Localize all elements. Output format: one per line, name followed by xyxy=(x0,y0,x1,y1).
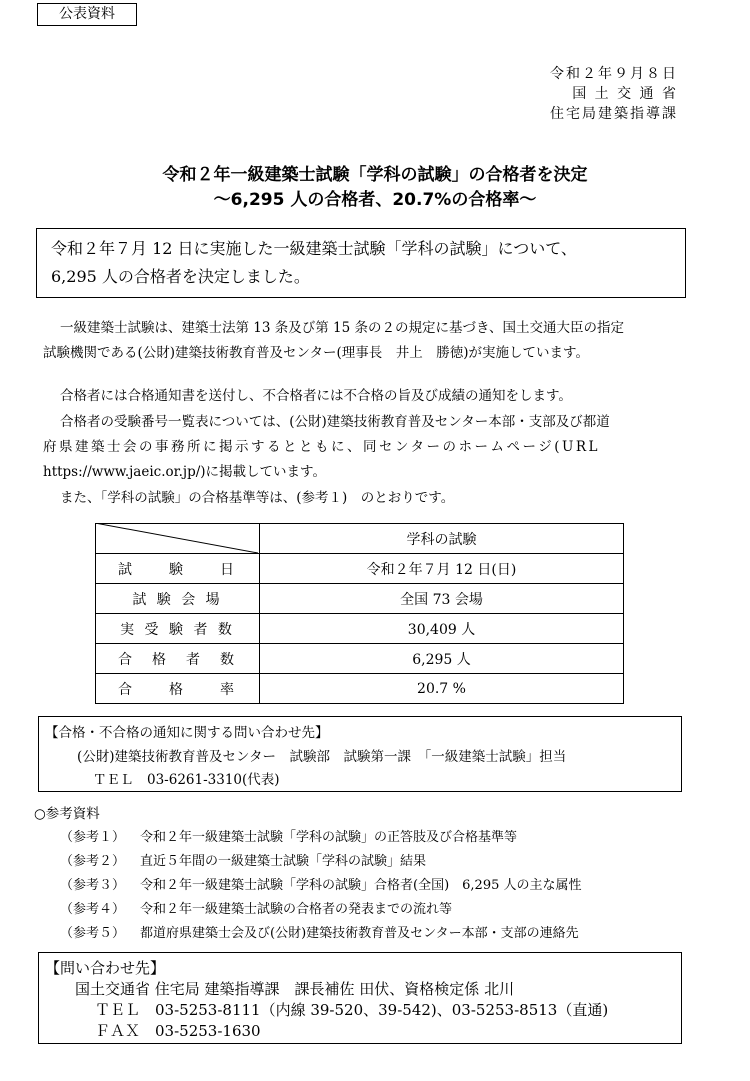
issuer-block xyxy=(550,64,678,124)
row-value: 20.7 % xyxy=(260,674,624,704)
reference-no: （参考１） xyxy=(60,830,126,845)
body-paragraph-3-line-3: https://www.jaeic.or.jp/)に掲載しています。 xyxy=(43,464,326,480)
row-label: 合 格 率 xyxy=(96,674,260,704)
row-value: 全国 73 会場 xyxy=(260,584,624,614)
body-paragraph-3-line-1: 合格者の受験番号一覧表については、(公財)建築技術教育普及センター本部・支部及び都道 xyxy=(60,414,610,430)
summary-box xyxy=(36,228,686,298)
body-paragraph-3-line-2: 府県建築士会の事務所に掲示するとともに、同センターのホームページ(URL xyxy=(43,439,600,455)
table-corner-cell xyxy=(96,524,260,554)
body-paragraph-4: また、「学科の試験」の合格基準等は、(参考１) のとおりです。 xyxy=(60,490,455,506)
public-document-badge: 公表資料 xyxy=(37,3,137,26)
row-label: 試 験 日 xyxy=(96,554,260,584)
references-heading: ○参考資料 xyxy=(34,806,100,822)
inquiry-fax: ＦＡＸ 03-5253-1630 xyxy=(95,1022,261,1040)
table-row xyxy=(96,584,624,614)
page-subtitle: ～6,295 人の合格者、20.7%の合格率～ xyxy=(213,190,537,210)
reference-text: 令和２年一級建築士試験「学科の試験」の正答肢及び合格基準等 xyxy=(140,830,518,845)
row-label: 実 受 験 者 数 xyxy=(96,614,260,644)
table-row xyxy=(96,644,624,674)
inquiry-heading: 【問い合わせ先】 xyxy=(45,959,166,977)
inquiry-tel: ＴＥＬ 03-5253-8111（内線 39-520、39-542)、03-5253-8513（直通) xyxy=(95,1001,609,1019)
table-header: 学科の試験 xyxy=(260,524,624,554)
notice-contact-org: (公財)建築技術教育普及センター 試験部 試験第一課 「一級建築士試験」担当 xyxy=(77,749,567,765)
summary-line-1: 令和２年７月 12 日に実施した一級建築士試験「学科の試験」について、 xyxy=(51,239,577,258)
row-value: 6,295 人 xyxy=(260,644,624,674)
notice-contact-heading: 【合格・不合格の通知に関する問い合わせ先】 xyxy=(45,725,329,741)
exam-facts-table xyxy=(95,523,624,704)
reference-no: （参考４） xyxy=(60,902,126,917)
body-paragraph-2: 合格者には合格通知書を送付し、不合格者には不合格の旨及び成績の通知をします。 xyxy=(60,388,572,404)
inquiry-box xyxy=(38,952,682,1044)
page-title: 令和２年一級建築士試験「学科の試験」の合格者を決定 xyxy=(162,165,588,185)
reference-text: 令和２年一級建築士試験「学科の試験」合格者(全国) 6,295 人の主な属性 xyxy=(140,878,582,893)
row-label: 試 験 会 場 xyxy=(96,584,260,614)
reference-text: 令和２年一級建築士試験の合格者の発表までの流れ等 xyxy=(140,902,453,917)
issue-date: 令和２年９月８日 xyxy=(550,66,678,82)
summary-line-2: 6,295 人の合格者を決定しました。 xyxy=(51,267,310,286)
reference-no: （参考３） xyxy=(60,878,126,893)
ministry-name: 国 土 交 通 省 xyxy=(572,86,678,102)
row-value: 令和２年７月 12 日(日) xyxy=(260,554,624,584)
table-header-row xyxy=(96,524,624,554)
notice-contact-tel: ＴＥＬ 03-6261-3310(代表) xyxy=(93,772,280,788)
row-value: 30,409 人 xyxy=(260,614,624,644)
reference-text: 直近５年間の一級建築士試験「学科の試験」結果 xyxy=(140,854,427,869)
body-paragraph-1-line-2: 試験機関である(公財)建築技術教育普及センター(理事長 井上 勝徳)が実施しています。 xyxy=(43,345,589,361)
reference-no: （参考２） xyxy=(60,854,126,869)
notice-contact-box xyxy=(38,716,682,792)
body-paragraph-1-line-1: 一級建築士試験は、建築士法第 13 条及び第 15 条の２の規定に基づき、国土交通大臣の指定 xyxy=(60,320,624,336)
row-label: 合 格 者 数 xyxy=(96,644,260,674)
table-row xyxy=(96,554,624,584)
reference-text: 都道府県建築士会及び(公財)建築技術教育普及センター本部・支部の連絡先 xyxy=(140,926,579,941)
bureau-name: 住宅局建築指導課 xyxy=(550,106,678,122)
inquiry-org: 国土交通省 住宅局 建築指導課 課長補佐 田伏、資格検定係 北川 xyxy=(75,980,515,998)
reference-no: （参考５） xyxy=(60,926,126,941)
table-row xyxy=(96,614,624,644)
table-row xyxy=(96,674,624,704)
